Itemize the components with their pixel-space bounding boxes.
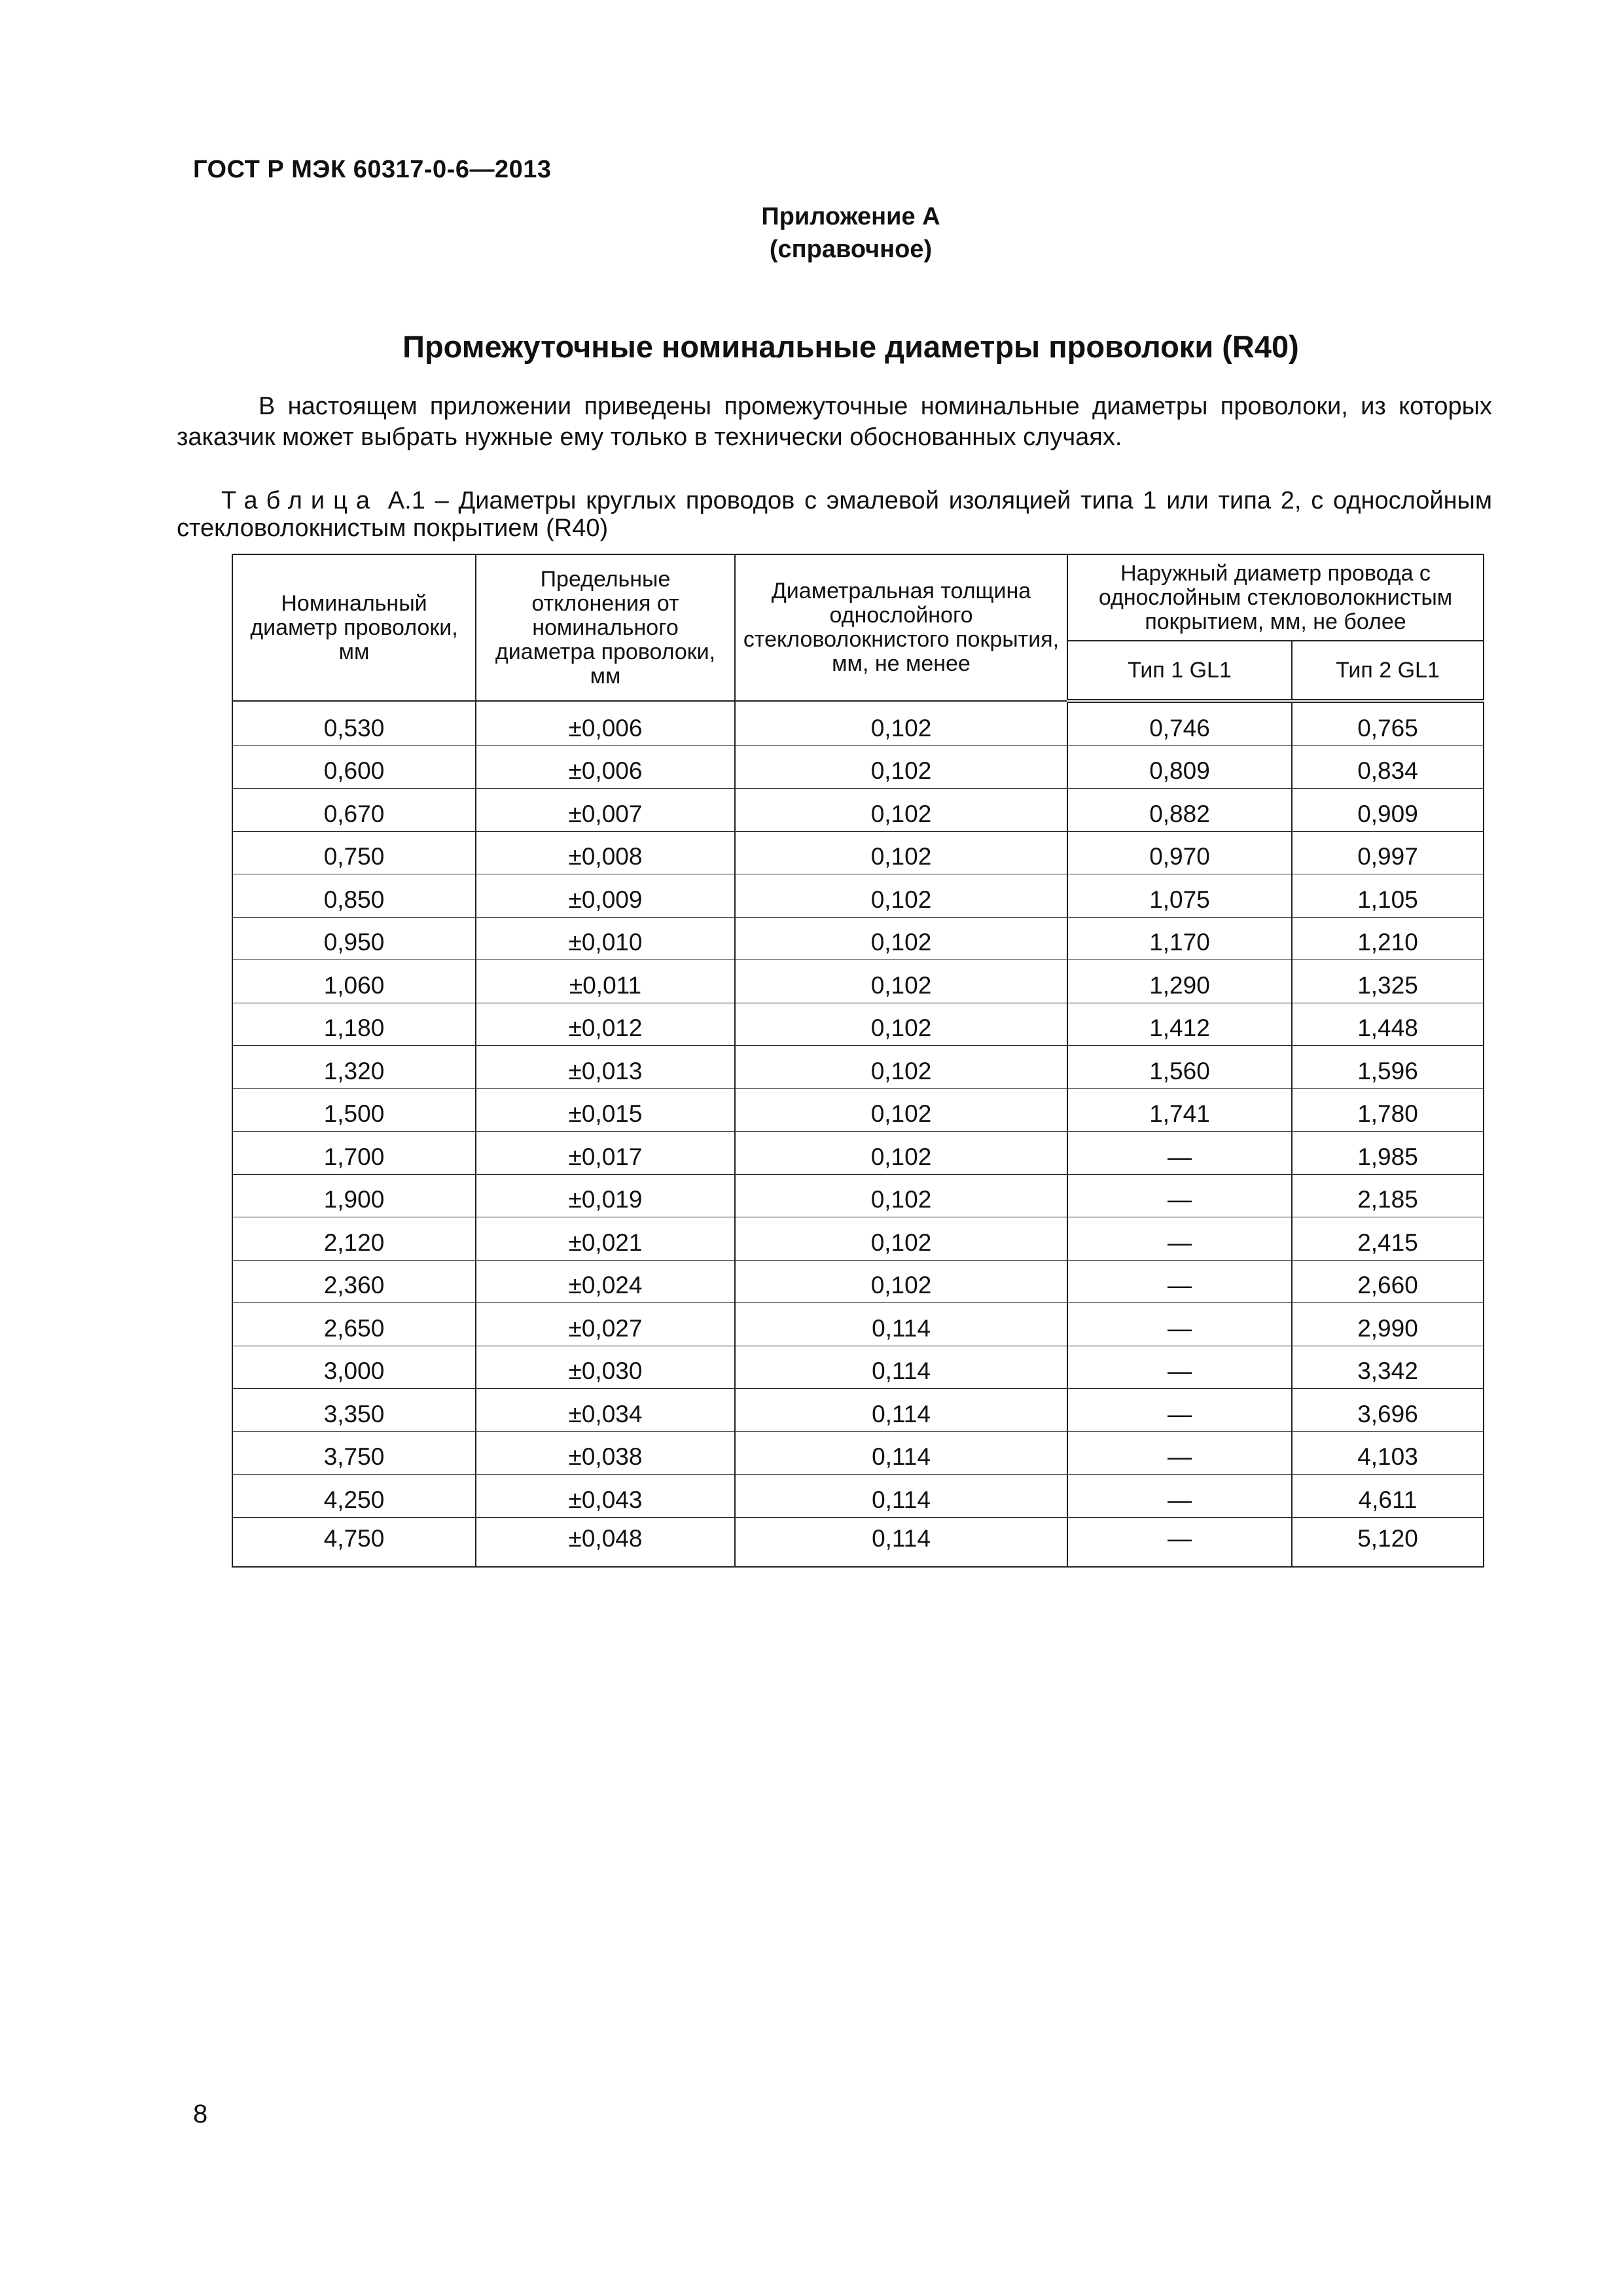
cell-type1-outer: 1,560: [1067, 1046, 1292, 1089]
cell-tolerance: ±0,038: [476, 1431, 735, 1475]
cell-type2-outer: 1,210: [1292, 917, 1484, 960]
table-row: [232, 1132, 1484, 1175]
cell-nominal-diameter: 0,670: [232, 789, 476, 832]
cell-tolerance: ±0,034: [476, 1389, 735, 1432]
cell-type2-outer: 1,105: [1292, 874, 1484, 918]
cell-tolerance: ±0,012: [476, 1003, 735, 1046]
cell-tolerance: ±0,021: [476, 1217, 735, 1261]
cell-coating-thickness: 0,114: [735, 1475, 1067, 1518]
cell-tolerance: ±0,030: [476, 1346, 735, 1389]
cell-coating-thickness: 0,114: [735, 1303, 1067, 1346]
table-row: [232, 1346, 1484, 1389]
cell-type1-outer: 0,970: [1067, 831, 1292, 874]
table-body: [232, 701, 1484, 1567]
table-row: [232, 1475, 1484, 1518]
cell-type1-outer: —: [1067, 1389, 1292, 1432]
cell-coating-thickness: 0,102: [735, 1003, 1067, 1046]
cell-type1-outer: —: [1067, 1174, 1292, 1217]
cell-nominal-diameter: 1,900: [232, 1174, 476, 1217]
document-header: ГОСТ Р МЭК 60317-0-6—2013: [193, 156, 552, 183]
page-number: 8: [193, 2100, 208, 2128]
cell-nominal-diameter: 3,350: [232, 1389, 476, 1432]
cell-tolerance: ±0,017: [476, 1132, 735, 1175]
cell-type1-outer: —: [1067, 1132, 1292, 1175]
diameter-table: [232, 554, 1484, 1568]
cell-coating-thickness: 0,114: [735, 1389, 1067, 1432]
cell-tolerance: ±0,043: [476, 1475, 735, 1518]
cell-type1-outer: 1,741: [1067, 1088, 1292, 1132]
cell-type2-outer: 3,342: [1292, 1346, 1484, 1389]
cell-coating-thickness: 0,102: [735, 1217, 1067, 1261]
cell-coating-thickness: 0,114: [735, 1517, 1067, 1567]
cell-coating-thickness: 0,102: [735, 1046, 1067, 1089]
cell-type1-outer: 0,882: [1067, 789, 1292, 832]
cell-coating-thickness: 0,102: [735, 789, 1067, 832]
cell-tolerance: ±0,027: [476, 1303, 735, 1346]
cell-tolerance: ±0,024: [476, 1260, 735, 1303]
header-outer-diameter-group: Наружный диаметр провода с однослойным стекловолокнистым покрытием, мм, не более: [1067, 554, 1484, 641]
cell-nominal-diameter: 3,750: [232, 1431, 476, 1475]
cell-type2-outer: 0,765: [1292, 701, 1484, 745]
cell-coating-thickness: 0,114: [735, 1431, 1067, 1475]
cell-type1-outer: —: [1067, 1517, 1292, 1567]
table-row: [232, 1174, 1484, 1217]
cell-type1-outer: —: [1067, 1217, 1292, 1261]
cell-tolerance: ±0,006: [476, 701, 735, 745]
cell-nominal-diameter: 0,950: [232, 917, 476, 960]
cell-type2-outer: 3,696: [1292, 1389, 1484, 1432]
appendix-subtitle: (справочное): [769, 236, 933, 263]
cell-nominal-diameter: 1,060: [232, 960, 476, 1003]
cell-coating-thickness: 0,102: [735, 745, 1067, 789]
table-row: [232, 1517, 1484, 1567]
cell-tolerance: ±0,007: [476, 789, 735, 832]
table-row: [232, 874, 1484, 918]
cell-coating-thickness: 0,102: [735, 960, 1067, 1003]
cell-nominal-diameter: 1,180: [232, 1003, 476, 1046]
cell-type2-outer: 2,990: [1292, 1303, 1484, 1346]
table-row: [232, 1088, 1484, 1132]
cell-tolerance: ±0,013: [476, 1046, 735, 1089]
cell-tolerance: ±0,010: [476, 917, 735, 960]
cell-type2-outer: 1,596: [1292, 1046, 1484, 1089]
cell-type2-outer: 0,997: [1292, 831, 1484, 874]
table-row: [232, 789, 1484, 832]
table-row: [232, 701, 1484, 745]
cell-coating-thickness: 0,102: [735, 1260, 1067, 1303]
cell-nominal-diameter: 0,850: [232, 874, 476, 918]
cell-nominal-diameter: 0,750: [232, 831, 476, 874]
cell-type1-outer: —: [1067, 1303, 1292, 1346]
header-coating-thickness: Диаметральная толщина однослойного стекловолокнистого покрытия, мм, не менее: [735, 554, 1067, 701]
cell-type1-outer: 0,746: [1067, 701, 1292, 745]
cell-type2-outer: 2,185: [1292, 1174, 1484, 1217]
cell-nominal-diameter: 2,120: [232, 1217, 476, 1261]
cell-type1-outer: 0,809: [1067, 745, 1292, 789]
cell-nominal-diameter: 2,360: [232, 1260, 476, 1303]
cell-type1-outer: —: [1067, 1260, 1292, 1303]
cell-tolerance: ±0,011: [476, 960, 735, 1003]
cell-nominal-diameter: 1,700: [232, 1132, 476, 1175]
table-row: [232, 917, 1484, 960]
cell-type1-outer: —: [1067, 1346, 1292, 1389]
table-row: [232, 831, 1484, 874]
table-row: [232, 1389, 1484, 1432]
table-row: [232, 1217, 1484, 1261]
cell-nominal-diameter: 2,650: [232, 1303, 476, 1346]
cell-type2-outer: 0,909: [1292, 789, 1484, 832]
cell-coating-thickness: 0,102: [735, 701, 1067, 745]
cell-coating-thickness: 0,102: [735, 1174, 1067, 1217]
cell-tolerance: ±0,009: [476, 874, 735, 918]
intro-paragraph: В настоящем приложении приведены промежуточные номинальные диаметры проволоки, из которых заказчик может выбрать нужные ему только в технически обоснованных случаях.: [177, 393, 1492, 451]
cell-type1-outer: 1,170: [1067, 917, 1292, 960]
section-title: Промежуточные номинальные диаметры проволоки (R40): [402, 329, 1299, 364]
cell-type2-outer: 4,611: [1292, 1475, 1484, 1518]
cell-nominal-diameter: 4,250: [232, 1475, 476, 1518]
cell-tolerance: ±0,008: [476, 831, 735, 874]
table-row: [232, 1303, 1484, 1346]
cell-type1-outer: 1,290: [1067, 960, 1292, 1003]
cell-coating-thickness: 0,102: [735, 1132, 1067, 1175]
cell-nominal-diameter: 0,530: [232, 701, 476, 745]
cell-type2-outer: 1,448: [1292, 1003, 1484, 1046]
cell-nominal-diameter: 3,000: [232, 1346, 476, 1389]
cell-type2-outer: 2,415: [1292, 1217, 1484, 1261]
cell-type2-outer: 1,780: [1292, 1088, 1484, 1132]
table-caption-text: А.1 – Диаметры круглых проводов с эмалевой изоляцией типа 1 или типа 2, с однослойным стекловолокнистым покрытием (R40): [177, 487, 1492, 542]
cell-coating-thickness: 0,102: [735, 874, 1067, 918]
cell-tolerance: ±0,019: [476, 1174, 735, 1217]
cell-type2-outer: 5,120: [1292, 1517, 1484, 1567]
table-container: [232, 554, 1484, 1568]
cell-type1-outer: —: [1067, 1475, 1292, 1518]
cell-type1-outer: —: [1067, 1431, 1292, 1475]
cell-type1-outer: 1,075: [1067, 874, 1292, 918]
cell-tolerance: ±0,048: [476, 1517, 735, 1567]
table-caption-label: Таблица: [221, 487, 378, 514]
table-row: [232, 960, 1484, 1003]
cell-type2-outer: 1,985: [1292, 1132, 1484, 1175]
cell-nominal-diameter: 4,750: [232, 1517, 476, 1567]
cell-nominal-diameter: 1,320: [232, 1046, 476, 1089]
cell-type1-outer: 1,412: [1067, 1003, 1292, 1046]
table-row: [232, 1003, 1484, 1046]
header-type1-gl1: Тип 1 GL1: [1067, 641, 1292, 701]
table-caption: [177, 487, 1492, 542]
header-tolerance: Предельные отклонения от номинального диаметра проволоки, мм: [476, 554, 735, 701]
table-row: [232, 1260, 1484, 1303]
cell-type2-outer: 0,834: [1292, 745, 1484, 789]
cell-nominal-diameter: 0,600: [232, 745, 476, 789]
header-nominal-diameter: Номинальный диаметр проволоки, мм: [232, 554, 476, 701]
cell-nominal-diameter: 1,500: [232, 1088, 476, 1132]
table-row: [232, 745, 1484, 789]
table-row: [232, 1431, 1484, 1475]
table-row: [232, 1046, 1484, 1089]
cell-type2-outer: 2,660: [1292, 1260, 1484, 1303]
cell-type2-outer: 4,103: [1292, 1431, 1484, 1475]
cell-coating-thickness: 0,102: [735, 917, 1067, 960]
header-type2-gl1: Тип 2 GL1: [1292, 641, 1484, 701]
appendix-title: Приложение А: [761, 203, 940, 230]
cell-coating-thickness: 0,102: [735, 1088, 1067, 1132]
cell-type2-outer: 1,325: [1292, 960, 1484, 1003]
cell-tolerance: ±0,006: [476, 745, 735, 789]
cell-coating-thickness: 0,114: [735, 1346, 1067, 1389]
cell-coating-thickness: 0,102: [735, 831, 1067, 874]
cell-tolerance: ±0,015: [476, 1088, 735, 1132]
